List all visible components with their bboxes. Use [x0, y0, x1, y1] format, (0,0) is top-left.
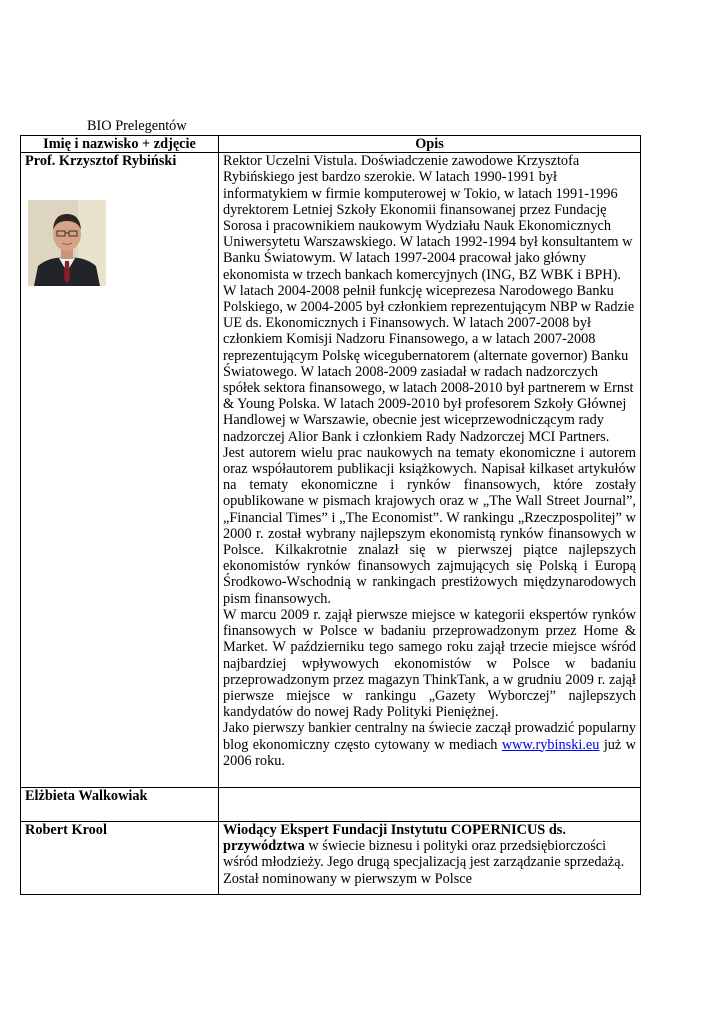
bio-paragraph: Jest autorem wielu prac naukowych na tematy ekonomiczne i autorem oraz współautorem publikacji książkowych. Napisał kilkaset artykułów na tematy ekonomiczne i rynków finansowych, które zostały opublikowane w pismach krajowych oraz w „The Wall Street Journal”, „Financial Times” i „The Economist”. W rankingu „Rzeczpospolitej” w 2000 r. został wybrany najlepszym ekonomistą rynków finansowych w Polsce. Kilkakrotnie znalazł się w pierwszej piątce najlepszych ekonomistów rynków finansowych zajmujących się Polską i Europą Środkowo-Wschodnią w rankingach prestiżowych międzynarodowych pism finansowych.	[223, 444, 636, 607]
speaker-description	[219, 787, 641, 821]
bio-paragraph	[223, 822, 636, 887]
table-row	[21, 821, 641, 894]
header-description: Opis	[219, 136, 641, 153]
portrait-illustration	[28, 200, 106, 286]
speakers-table	[20, 135, 641, 895]
speaker-cell	[21, 153, 219, 788]
speaker-portrait-photo	[28, 200, 106, 286]
document-title: BIO Prelegentów	[87, 118, 187, 134]
speaker-name: Elżbieta Walkowiak	[25, 787, 148, 804]
bio-bold-intro: Wiodący Ekspert Fundacji Instytutu COPERNICUS ds. przywództwa	[223, 821, 566, 855]
table-row	[21, 153, 641, 788]
bio-text-after-link: już w 2006 roku.	[223, 736, 636, 769]
bio-paragraph-last	[223, 720, 636, 769]
speaker-name: Prof. Krzysztof Rybiński	[25, 153, 177, 170]
speaker-cell	[21, 787, 219, 821]
table-row	[21, 787, 641, 821]
speaker-cell	[21, 821, 219, 894]
header-name-photo: Imię i nazwisko + zdjęcie	[21, 136, 219, 153]
speaker-name: Robert Krool	[25, 821, 107, 838]
speaker-description	[219, 821, 641, 894]
speaker-description	[219, 153, 641, 788]
table-header-row	[21, 136, 641, 153]
bio-text-rest: w świecie biznesu i polityki oraz przedsiębiorczości wśród młodzieży. Jego drugą specjalizacją jest zarządzanie sprzedażą. Został nominowany w pierwszym w Polsce	[223, 838, 625, 887]
bio-paragraph: Rektor Uczelni Vistula. Doświadczenie zawodowe Krzysztofa Rybińskiego jest bardzo szerokie. W latach 1990-1991 był informatykiem w firmie komputerowej w Tokio, w latach 1991-1996 dyrektorem Letniej Szkoły Ekonomii finansowanej przez Fundację Sorosa i pracownikiem naukowym Wydziału Nauk Ekonomicznych Uniwersytetu Warszawskiego. W latach 1992-1994 był konsultantem w Banku Światowym. W latach 1997-2004 pracował jako główny ekonomista w trzech bankach komercyjnych (ING, BZ WBK i BPH). W latach 2004-2008 pełnił funkcję wiceprezesa Narodowego Banku Polskiego, w 2004-2005 był członkiem reprezentującym NBP w Radzie UE ds. Ekonomicznych i Finansowych. W latach 2007-2008 był członkiem Komisji Nadzoru Finansowego, a w latach 2007-2008 reprezentującym Polskę wicegubernatorem (alternate governor) Banku Światowego. W latach 2008-2009 zasiadał w radach nadzorczych spółek sektora finansowego, w latach 2008-2010 był partnerem w Ernst & Young Polska. W latach 2009-2010 był profesorem Szkoły Głównej Handlowej w Warszawie, obecnie jest wiceprzewodniczącym rady nadzorczej Alior Bank i członkiem Rady Nadzorczej MCI Partners.	[223, 153, 635, 445]
blog-link[interactable]: www.rybinski.eu	[501, 736, 600, 753]
bio-text-before-link: Jako pierwszy bankier centralny na świecie zaczął prowadzić popularny blog ekonomiczny często cytowany w mediach	[223, 720, 636, 753]
bio-paragraph: W marcu 2009 r. zajął pierwsze miejsce w kategorii ekspertów rynków finansowych w Polsce w badaniu przeprowadzonym przez Home & Market. W październiku tego samego roku zajął trzecie miejsce wśród najbardziej wpływowych ekonomistów w Polsce w badaniu przeprowadzonym przez magazyn ThinkTank, a w grudniu 2009 r. zajął pierwsze miejsce w rankingu „Gazety Wyborczej” najlepszych kandydatów do nowej Rady Polityki Pieniężnej.	[223, 606, 636, 721]
